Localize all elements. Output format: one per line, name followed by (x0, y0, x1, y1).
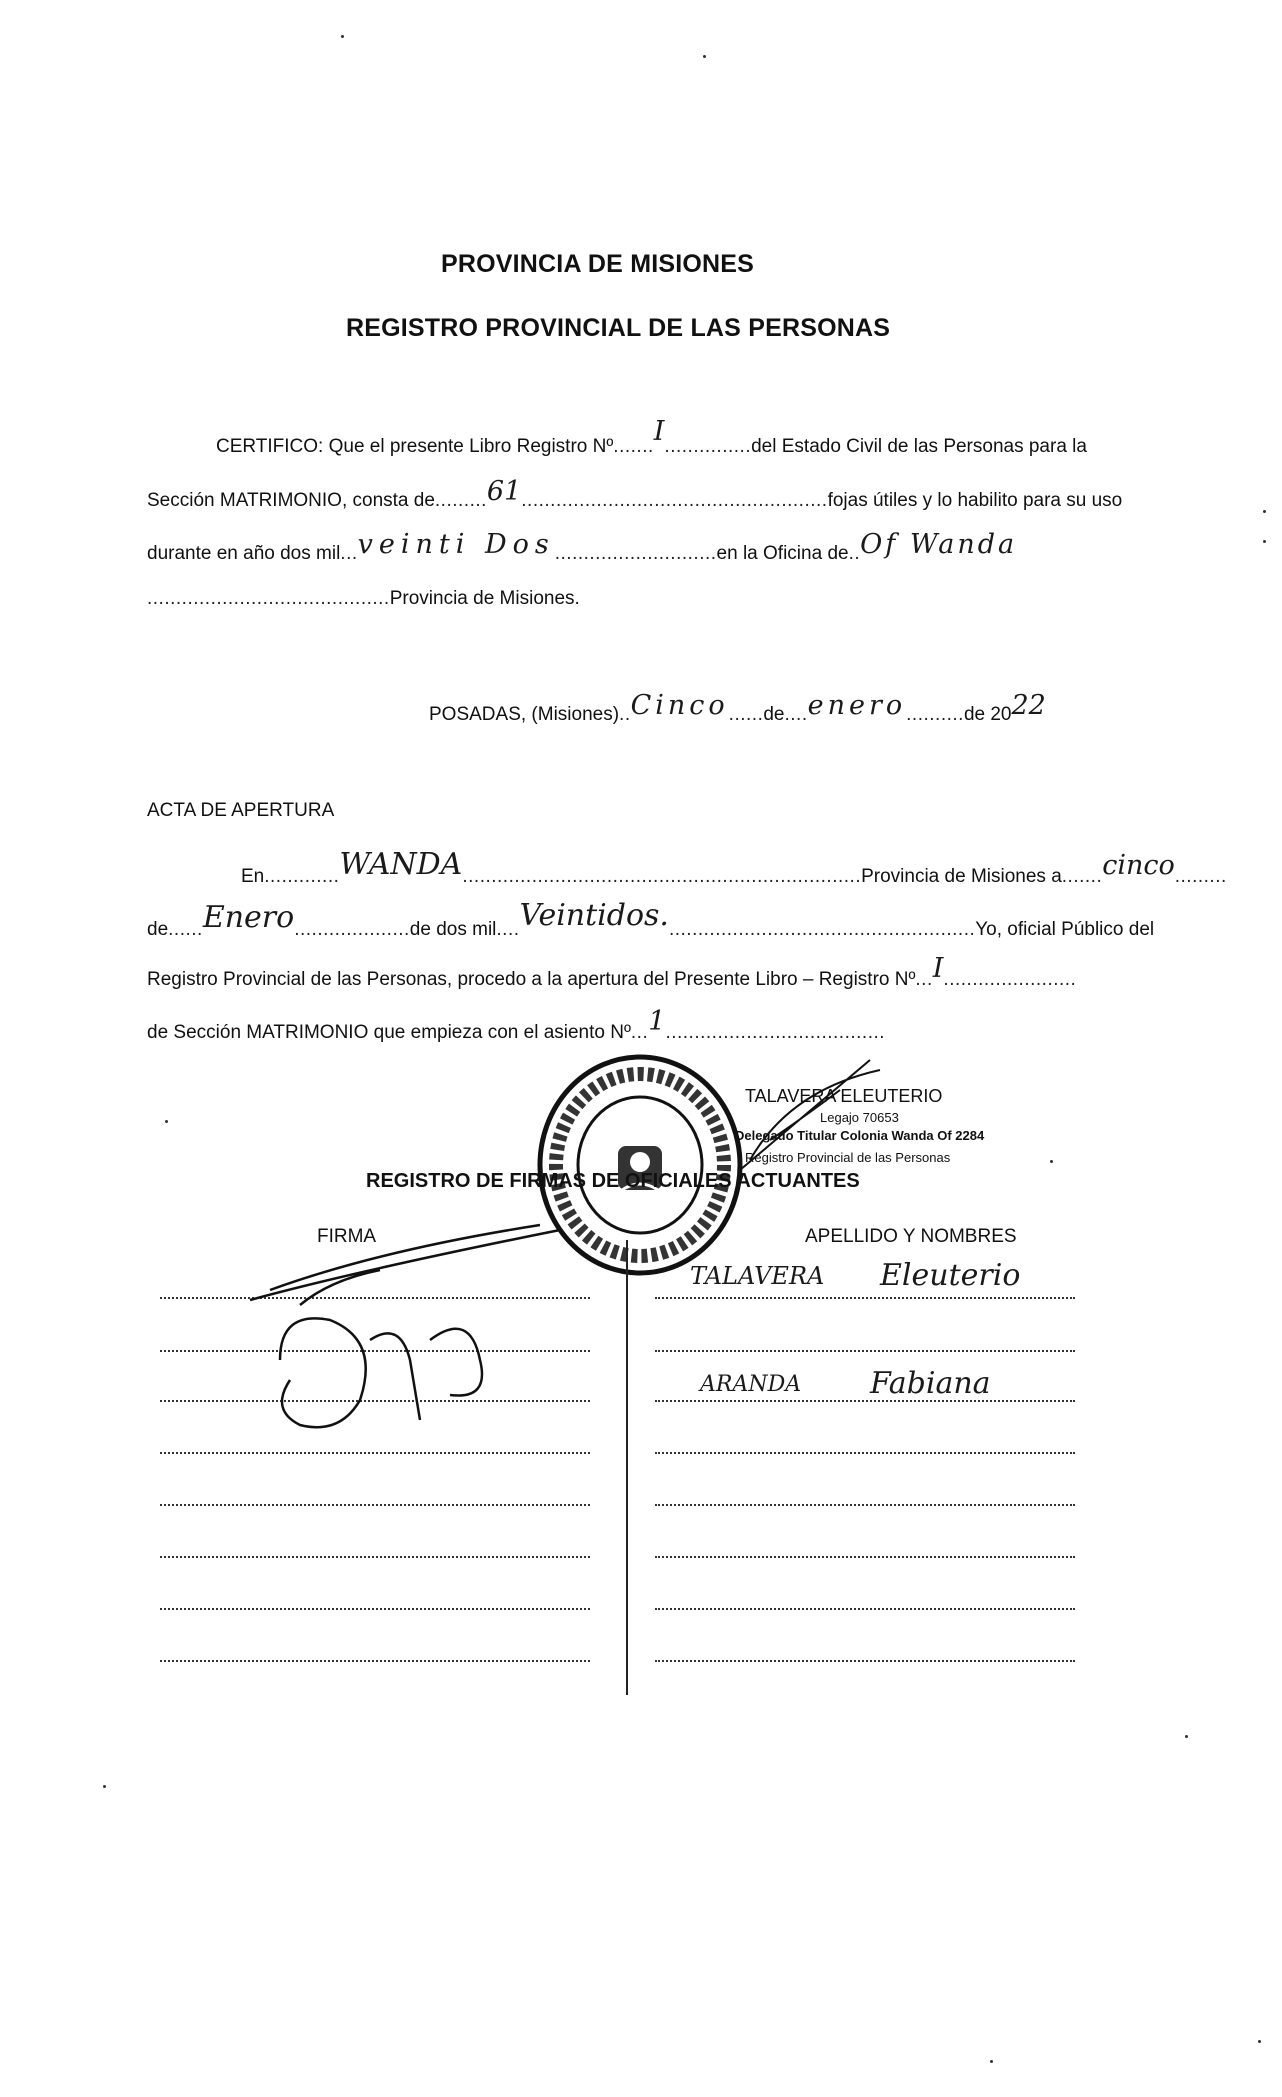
certificate-line-1: CERTIFICO: Que el presente Libro Registro Nº.......I...............del Estado Civil de las Personas para la (216, 416, 1087, 457)
handwritten-place: WANDA (339, 847, 463, 882)
nombre-row-6 (655, 1556, 1075, 1558)
scan-speck (703, 55, 706, 58)
scan-speck (1258, 2040, 1261, 2043)
acta-de: de (147, 919, 169, 940)
certificate-suffix: del Estado Civil de las Personas para la (751, 436, 1087, 457)
nombre-row-5 (655, 1504, 1075, 1506)
date-line: POSADAS, (Misiones)..Cinco......de....enero..........de 2022 (429, 690, 1046, 725)
handwritten-nombre-1: Eleuterio (880, 1258, 1021, 1293)
acta-asiento-text: de Sección MATRIMONIO que empieza con el asiento Nº (147, 1022, 631, 1043)
nombre-row-7 (655, 1608, 1075, 1610)
fojas-prefix: Sección MATRIMONIO, consta de (147, 490, 435, 511)
table-divider (626, 1240, 628, 1695)
firma-row-6 (160, 1556, 590, 1558)
stamp-legajo: Legajo 70653 (820, 1110, 899, 1125)
signature-1 (240, 1210, 570, 1310)
certificate-line-3: durante en año dos mil...veinti Dos............................en la Oficina de..Of Wanda (147, 529, 1018, 564)
handwritten-apellido-1: TALAVERA (690, 1262, 825, 1290)
acta-en: En (241, 866, 265, 887)
handwritten-libro-number: I (653, 416, 665, 447)
acta-line-2: de......Enero....................de dos mil....Veintidos......................................................Yo, oficial Público del (147, 898, 1155, 940)
handwritten-asiento: 1 (648, 1006, 666, 1037)
nombre-row-2 (655, 1350, 1075, 1352)
nombre-row-8 (655, 1660, 1075, 1662)
fojas-suffix: fojas útiles y lo habilito para su uso (827, 490, 1123, 511)
nombres-header: APELLIDO Y NOMBRES (805, 1226, 1017, 1247)
scan-speck (1185, 1735, 1188, 1738)
handwritten-month: enero (807, 690, 907, 721)
handwritten-apellido-2: ARANDA (700, 1372, 802, 1397)
firma-row-8 (160, 1660, 590, 1662)
acta-line-4: de Sección MATRIMONIO que empieza con el asiento Nº...1...................................... (147, 1006, 886, 1043)
scan-speck (1050, 1160, 1053, 1163)
date-year-prefix: de 20 (963, 704, 1012, 725)
scan-speck (1263, 510, 1266, 513)
handwritten-day: Cinco (630, 690, 729, 721)
acta-yo: Yo, oficial Público del (975, 919, 1155, 940)
handwritten-fojas: 61 (486, 476, 522, 507)
handwritten-year-words: veinti Dos (357, 529, 555, 560)
firma-row-4 (160, 1452, 590, 1454)
handwritten-acta-month: Enero (202, 900, 295, 935)
stamp-name: TALAVERA ELEUTERIO (745, 1086, 943, 1106)
handwritten-nombre-2: Fabiana (870, 1366, 991, 1401)
acta-title: ACTA DE APERTURA (147, 800, 335, 821)
acta-libro-text: Registro Provincial de las Personas, procedo a la apertura del Presente Libro – Registro Nº (147, 969, 916, 990)
signatures-title: REGISTRO DE FIRMAS DE OFICIALES ACTUANTES (366, 1170, 860, 1192)
stamp-signature-scribble (730, 1050, 890, 1180)
date-de: de (763, 704, 785, 725)
scan-speck (165, 1120, 168, 1123)
scan-speck (990, 2060, 993, 2063)
acta-prov: Provincia de Misiones a (861, 866, 1062, 887)
nombre-row-3 (655, 1400, 1075, 1402)
nombre-row-1 (655, 1297, 1075, 1299)
firma-header: FIRMA (317, 1226, 377, 1247)
stamp-registro: Registro Provincial de las Personas (745, 1150, 951, 1165)
handwritten-office: Of Wanda (860, 529, 1018, 560)
date-prefix: POSADAS, (Misiones) (429, 704, 620, 725)
stamp-delegado: Delegado Titular Colonia Wanda Of 2284 (735, 1128, 985, 1143)
firma-row-7 (160, 1608, 590, 1610)
document-title: PROVINCIA DE MISIONES (441, 250, 755, 278)
handwritten-acta-libro: I (932, 953, 944, 984)
scan-speck (1263, 540, 1266, 543)
signature-2 (260, 1300, 520, 1440)
office-prefix: en la Oficina de (716, 543, 849, 564)
acta-de-dos-mil: de dos mil (409, 919, 497, 940)
handwritten-year-digits: 22 (1011, 690, 1046, 721)
certificate-line-2: Sección MATRIMONIO, consta de.........61.....................................................fojas útiles y lo habilito para su uso (147, 476, 1123, 511)
handwritten-acta-year: Veintidos. (519, 898, 669, 933)
acta-line-1: En.............WANDA.....................................................................Provincia de Misiones a.......cinco......... (241, 847, 1227, 887)
certificate-prefix: CERTIFICO: Que el presente Libro Registro Nº (216, 436, 614, 457)
year-prefix: durante en año dos mil (147, 543, 341, 564)
firma-row-5 (160, 1504, 590, 1506)
document-subtitle: REGISTRO PROVINCIAL DE LAS PERSONAS (346, 314, 891, 342)
nombre-row-4 (655, 1452, 1075, 1454)
acta-line-3: Registro Provincial de las Personas, procedo a la apertura del Presente Libro – Registro Nº...I....................... (147, 953, 1077, 990)
scan-speck (103, 1785, 106, 1788)
province-suffix: Provincia de Misiones. (389, 588, 580, 609)
handwritten-acta-day: cinco (1102, 850, 1175, 881)
scan-speck (341, 35, 344, 38)
certificate-line-4: ..........................................Provincia de Misiones. (147, 588, 580, 609)
